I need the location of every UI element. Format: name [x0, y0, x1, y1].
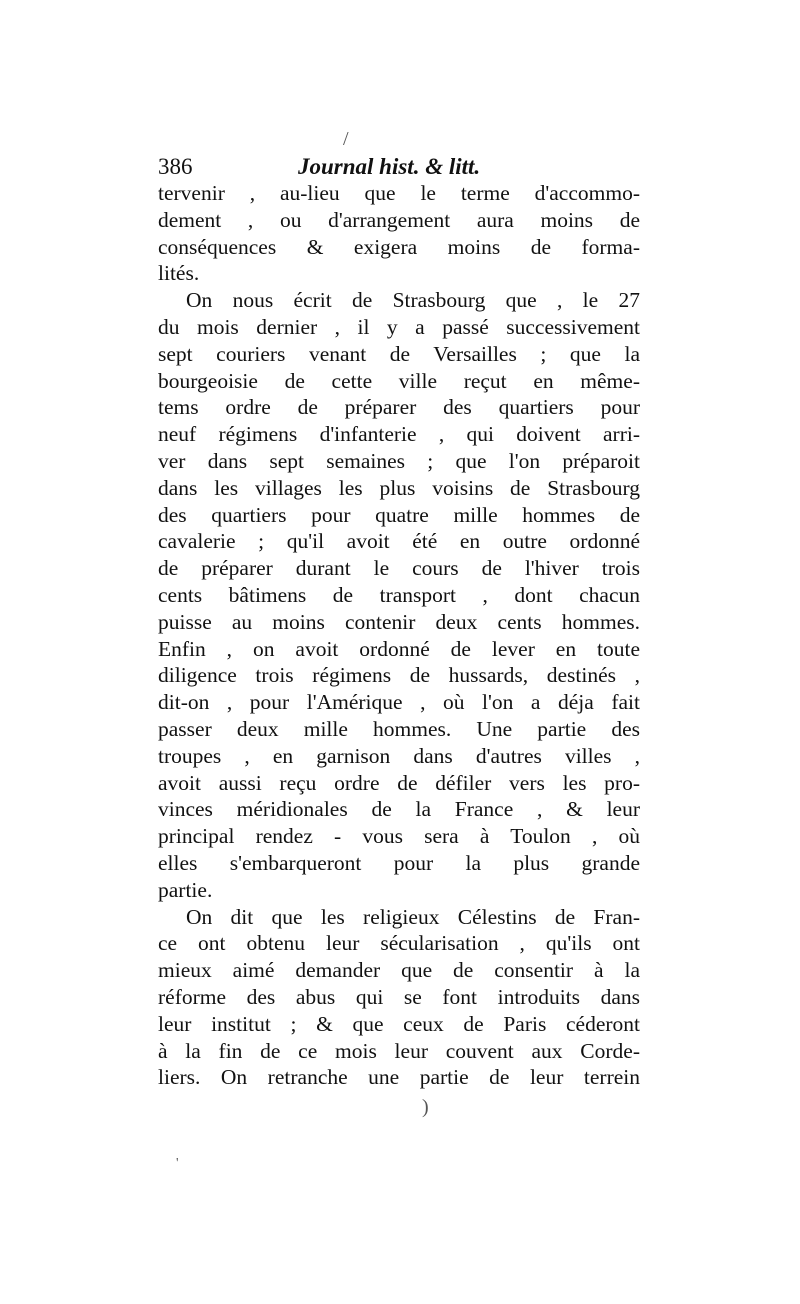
- text-line: elles s'embarqueront pour la plus grande: [158, 850, 640, 875]
- text-line: passer deux mille hommes. Une partie des: [158, 716, 640, 741]
- page-number: 386: [158, 154, 193, 179]
- text-line: leur institut ; & que ceux de Paris céderont: [158, 1011, 640, 1036]
- text-line: sept couriers venant de Versailles ; que la: [158, 341, 640, 366]
- text-line: principal rendez - vous sera à Toulon , où: [158, 824, 640, 849]
- text-line: diligence trois régimens de hussards, destinés ,: [158, 663, 640, 688]
- text-line: réforme des abus qui se font introduits dans: [158, 984, 640, 1009]
- text-line: du mois dernier , il y a passé successivement: [158, 314, 640, 339]
- text-line: partie.: [158, 877, 213, 902]
- running-title: Journal hist. & litt.: [298, 154, 481, 179]
- paper-speck: ): [422, 1096, 429, 1118]
- text-line: conséquences & exigera moins de forma-: [158, 234, 640, 259]
- text-line: dit-on , pour l'Amérique , où l'on a déja fait: [158, 690, 640, 715]
- text-line: On dit que les religieux Célestins de Fran-: [186, 904, 640, 929]
- text-line: avoit aussi reçu ordre de défiler vers les pro-: [158, 770, 640, 795]
- text-line: puisse au moins contenir deux cents hommes.: [158, 609, 640, 634]
- text-line: On nous écrit de Strasbourg que , le 27: [186, 288, 640, 313]
- text-line: vinces méridionales de la France , & leur: [158, 797, 640, 822]
- text-line: à la fin de ce mois leur couvent aux Corde-: [158, 1038, 640, 1063]
- text-line: dans les villages les plus voisins de Strasbourg: [158, 475, 640, 500]
- paper-speck: /: [343, 128, 349, 150]
- text-line: tervenir , au-lieu que le terme d'accommo-: [158, 181, 640, 205]
- text-line: lités.: [158, 261, 200, 286]
- text-line: des quartiers pour quatre mille hommes de: [158, 502, 640, 527]
- text-line: mieux aimé demander que de consentir à la: [158, 958, 640, 983]
- text-line: cents bâtimens de transport , dont chacun: [158, 582, 640, 607]
- text-line: liers. On retranche une partie de leur terrein: [158, 1065, 640, 1090]
- text-line: troupes , en garnison dans d'autres villes ,: [158, 743, 640, 768]
- body-text: [158, 180, 640, 1091]
- text-line: ce ont obtenu leur sécularisation , qu'ils ont: [158, 931, 640, 956]
- text-line: neuf régimens d'infanterie , qui doivent arri-: [158, 422, 640, 447]
- page-header: [158, 150, 643, 184]
- text-line: Enfin , on avoit ordonné de lever en toute: [158, 636, 640, 661]
- text-line: cavalerie ; qu'il avoit été en outre ordonné: [158, 529, 640, 554]
- text-line: ver dans sept semaines ; que l'on préparoit: [158, 448, 640, 473]
- text-line: tems ordre de préparer des quartiers pour: [158, 395, 640, 420]
- text-line: bourgeoisie de cette ville reçut en même-: [158, 368, 640, 393]
- text-line: dement , ou d'arrangement aura moins de: [158, 207, 640, 232]
- text-line: de préparer durant le cours de l'hiver trois: [158, 556, 640, 581]
- paper-speck: ': [176, 1156, 179, 1171]
